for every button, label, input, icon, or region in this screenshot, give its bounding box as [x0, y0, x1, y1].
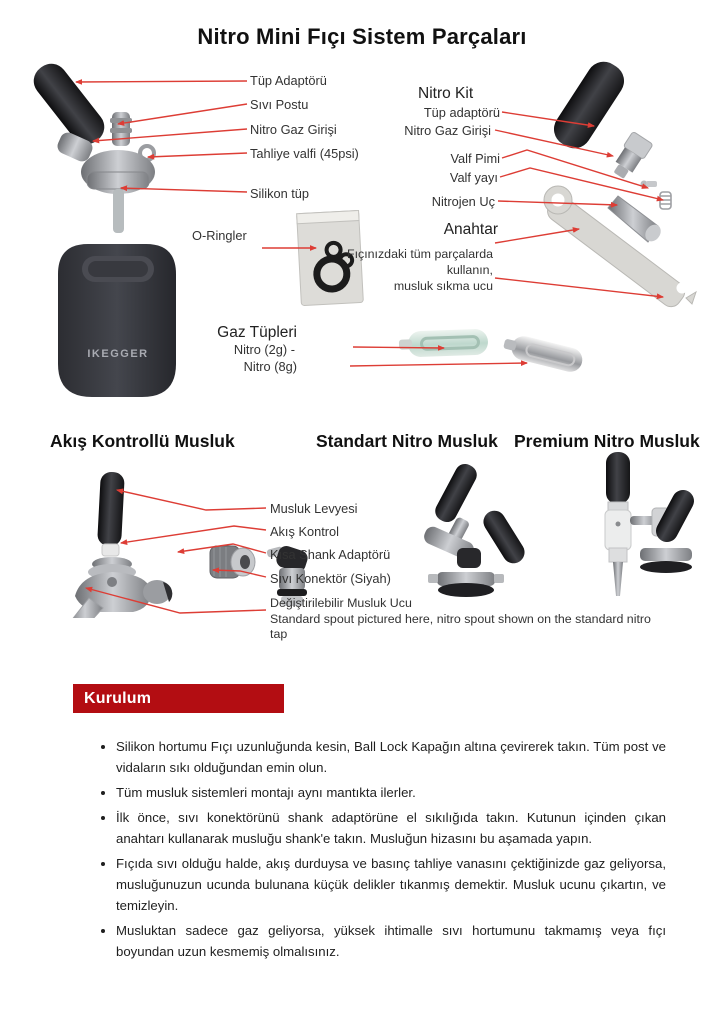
standard-tap-handle	[432, 460, 481, 525]
tap-flow-screw	[107, 577, 117, 587]
keg-silicone-tube-part	[113, 189, 124, 233]
label-silicone-tube: Silikon tüp	[250, 186, 310, 201]
heading-flow-control-tap: Akış Kontrollü Musluk	[50, 431, 235, 451]
keg-valve-collar	[87, 172, 149, 189]
premium-tap-base	[640, 548, 692, 561]
shank-adapter-part	[210, 546, 255, 578]
keg-logo: IKEGGER	[87, 348, 149, 360]
label-nitrogen-tip: Nitrojen Uç	[431, 194, 495, 209]
heading-premium-tap: Premium Nitro Musluk	[514, 431, 700, 451]
label-valve-pin: Valf Pimi	[450, 151, 500, 166]
wrench-note-line: musluk sıkma ucu	[393, 279, 493, 293]
install-instructions	[88, 736, 666, 966]
label-gas-inlet: Nitro Gaz Girişi	[250, 122, 337, 137]
gas-cartridge-2g	[408, 329, 489, 358]
wrench-heading: Anahtar	[443, 221, 498, 238]
premium-tap-body	[605, 510, 631, 550]
standard-tap-connector	[457, 548, 481, 568]
wrench-note	[347, 246, 493, 294]
install-step: • Fıçıda sıvı olduğu halde, akış durduysa ve basınç tahliye vanasını çektiğinizde gaz geliyorsa, musluğunuzun ucunda bulunana küçük delikler tıkanmış demektir. Musluk ucunu çıkartın, ve temizleyin.	[116, 853, 666, 916]
gas-cartridge-8g	[509, 334, 585, 375]
label-kit-gas-inlet: Nitro Gaz Girişi	[404, 123, 491, 138]
label-tube-adapter: Tüp Adaptörü	[250, 73, 327, 88]
keg-handle-slot	[88, 261, 148, 277]
label-valve-spring: Valf yayı	[449, 170, 498, 185]
keg-post-ridge	[110, 118, 132, 123]
pointer-arrow	[350, 363, 527, 366]
kit-valve-spring-part	[660, 192, 671, 209]
keg-post-ridge	[110, 128, 132, 133]
install-step: • Silikon hortumu Fıçı uzunluğunda kesin, Ball Lock Kapağın altına çevirerek takın. Tüm post ve vidaların sıkı olduğundan emin olun.	[116, 736, 666, 778]
tap-handle-band	[102, 544, 119, 556]
premium-tap-dot	[616, 522, 621, 527]
standard-tap-base-wing	[428, 574, 438, 583]
label-kit-tube-adapter: Tüp adaptörü	[423, 105, 500, 120]
label-liquid-connector: Sıvı Konektör (Siyah)	[270, 571, 391, 586]
standard-tap-connector-handle	[479, 507, 528, 568]
standard-tap-seal	[438, 583, 494, 597]
label-liquid-post: Sıvı Postu	[250, 97, 309, 112]
standard-tap-illustration	[415, 460, 540, 610]
nitro-kit-heading: Nitro Kit	[418, 85, 474, 102]
install-banner	[73, 684, 284, 713]
spout-note-block	[270, 596, 670, 643]
kit-valve-pin-part	[641, 181, 658, 188]
nitro-kit-illustration	[540, 58, 724, 310]
wrench-note-line: kullanın,	[446, 263, 493, 277]
label-relief-valve: Tahliye valfi (45psi)	[250, 146, 359, 161]
premium-tap-illustration	[552, 452, 697, 607]
install-heading: Kurulum	[84, 689, 152, 707]
wrench-note-line: Fıçınızdaki tüm parçalarda	[347, 247, 493, 261]
premium-tap-handle	[606, 452, 630, 504]
install-step: • İlk önce, sıvı konektörünü shank adaptörüne el sıkılığıda takın. Kutunun içinden çıkan anahtarı kullanarak musluğu shank'e takın. Musluğun hizasını bu aşamada yapın.	[116, 807, 666, 849]
label-flow-control: Akış Kontrol	[270, 524, 339, 539]
heading-standard-tap: Standart Nitro Musluk	[316, 431, 498, 451]
label-tap-lever: Musluk Levyesi	[270, 501, 358, 516]
label-shank-adapter: Kısa Shank Adaptörü	[270, 547, 391, 562]
label-orings: O-Ringler	[192, 228, 247, 243]
kit-tube-adapter-part	[547, 58, 630, 155]
tap-handle-part	[97, 471, 125, 546]
install-step: • Musluktan sadece gaz geliyorsa, yüksek ihtimalle sıvı hortumunu takmamış veya fıçı boyundan uzun kesmemiş olmalısınız.	[116, 920, 666, 962]
label-nitro-2g: Nitro (2g) -	[233, 342, 295, 357]
kit-gas-inlet-part	[608, 131, 653, 182]
label-nitro-8g: Nitro (8g)	[243, 359, 297, 374]
standard-tap-base-wing	[494, 574, 504, 583]
premium-tap-lower	[609, 548, 627, 562]
premium-tap-spout	[613, 562, 623, 596]
install-step: • Tüm musluk sistemleri montajı aynı mantıkta ilerler.	[116, 782, 666, 803]
premium-tap-seal	[640, 561, 692, 573]
gas-tubes-heading: Gaz Tüpleri	[217, 324, 297, 341]
page-title: Nitro Mini Fıçı Sistem Parçaları	[197, 24, 527, 49]
label-spout-note: Standard spout pictured here, nitro spout shown on the standard nitro tap	[270, 611, 651, 641]
label-spout-title: Değiştirilebilir Musluk Ucu	[270, 596, 412, 610]
